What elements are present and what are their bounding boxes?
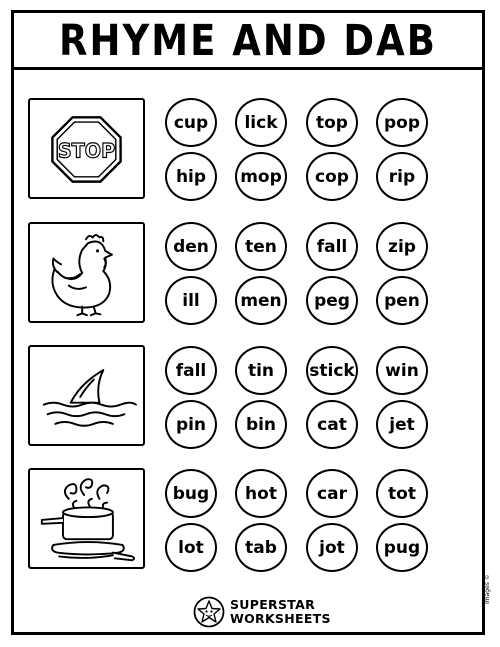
word-bubble-pen[interactable]: pen <box>376 276 428 325</box>
word-bubble-men[interactable]: men <box>235 276 287 325</box>
word-bubble-pop[interactable]: pop <box>376 98 428 147</box>
word-bubble-tab[interactable]: tab <box>235 523 287 572</box>
page-title: RHYME AND DAB <box>59 15 437 65</box>
shark-fin-picture <box>28 345 145 446</box>
word-bubble-bin[interactable]: bin <box>235 400 287 449</box>
word-bubble-win[interactable]: win <box>376 346 428 395</box>
word-bubble-zip[interactable]: zip <box>376 222 428 271</box>
word-bubble-bug[interactable]: bug <box>165 469 217 518</box>
word-bubble-tot[interactable]: tot <box>376 469 428 518</box>
footer-brand-line2: WORKSHEETS <box>230 611 331 626</box>
shark-fin-icon <box>30 347 143 444</box>
word-bubble-jet[interactable]: jet <box>376 400 428 449</box>
footer-brand <box>230 598 331 626</box>
word-bubble-pug[interactable]: pug <box>376 523 428 572</box>
hen-icon <box>30 224 143 321</box>
stop-sign-icon <box>30 100 143 197</box>
word-bubble-hot[interactable]: hot <box>235 469 287 518</box>
word-bubble-pin[interactable]: pin <box>165 400 217 449</box>
word-bubble-car[interactable]: car <box>306 469 358 518</box>
footer-brand-line1: SUPERSTAR <box>230 597 316 612</box>
steaming-pot-icon <box>30 470 143 567</box>
stop-sign-text: STOP <box>57 139 116 163</box>
word-bubble-peg[interactable]: peg <box>306 276 358 325</box>
word-bubble-ill[interactable]: ill <box>165 276 217 325</box>
hen-picture <box>28 222 145 323</box>
word-bubble-ten[interactable]: ten <box>235 222 287 271</box>
superstar-star-logo-icon <box>193 596 225 628</box>
word-bubble-jot[interactable]: jot <box>306 523 358 572</box>
word-bubble-tin[interactable]: tin <box>235 346 287 395</box>
word-bubble-rip[interactable]: rip <box>376 152 428 201</box>
word-bubble-top[interactable]: top <box>306 98 358 147</box>
word-bubble-den[interactable]: den <box>165 222 217 271</box>
steaming-pot-picture <box>28 468 145 569</box>
word-bubble-stick[interactable]: stick <box>306 346 358 395</box>
stop-sign-picture <box>28 98 145 199</box>
word-bubble-cup[interactable]: cup <box>165 98 217 147</box>
word-bubble-cat[interactable]: cat <box>306 400 358 449</box>
title-box <box>11 10 485 70</box>
word-bubble-hip[interactable]: hip <box>165 152 217 201</box>
word-bubble-lot[interactable]: lot <box>165 523 217 572</box>
image-credit-label: Images © <box>484 574 491 604</box>
word-bubble-fall[interactable]: fall <box>165 346 217 395</box>
word-bubble-cop[interactable]: cop <box>306 152 358 201</box>
word-bubble-lick[interactable]: lick <box>235 98 287 147</box>
word-bubble-mop[interactable]: mop <box>235 152 287 201</box>
word-bubble-fall[interactable]: fall <box>306 222 358 271</box>
